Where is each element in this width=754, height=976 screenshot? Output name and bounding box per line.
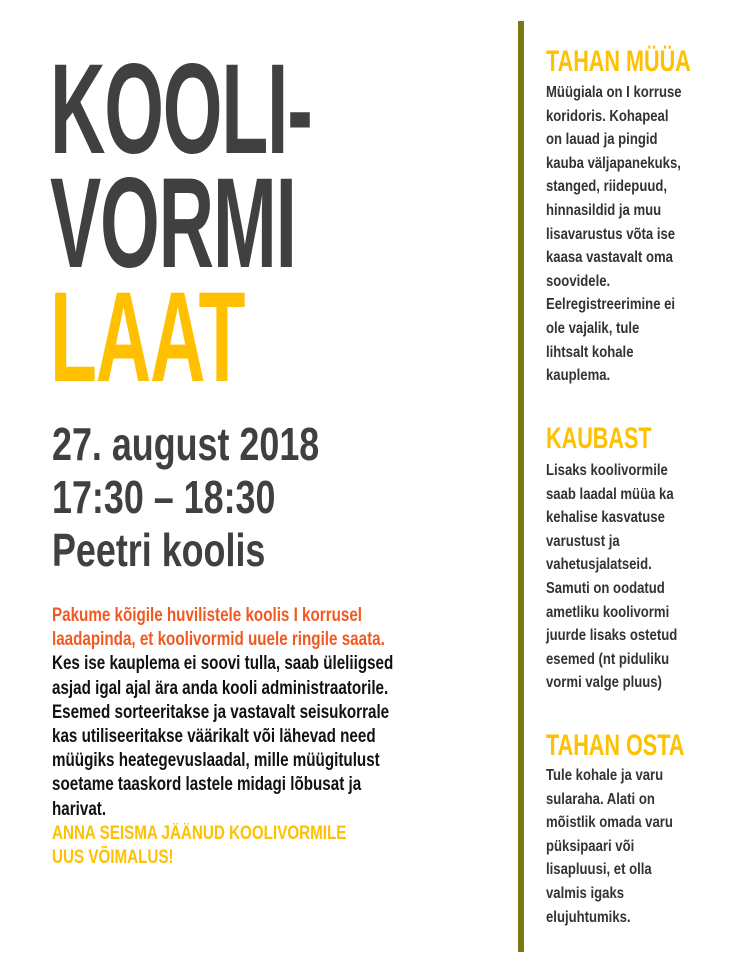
sidebar-line: kauplema. [546, 367, 611, 385]
sidebar-line: lisapluusi, et olla [546, 861, 652, 879]
sidebar-line: valmis igaks [546, 884, 625, 902]
intro-line: laadapinda, et koolivormid uuele ringile saata. [52, 629, 385, 651]
body-line: harivat. [52, 798, 107, 820]
sidebar-line: Eelregistreerimine ei [546, 296, 676, 314]
sidebar-text-sell [546, 81, 746, 388]
sidebar-line: püksipaari või [546, 837, 635, 855]
sidebar-line: kaasa vastavalt oma [546, 249, 673, 267]
sidebar-heading-goods: KAUBAST [546, 422, 652, 455]
sidebar-line: Lisaks koolivormile [546, 462, 668, 479]
title-line-3: LAAT [50, 266, 245, 409]
sidebar-heading-buy: TAHAN OSTA [546, 729, 685, 762]
closing-line: ANNA SEISMA JÄÄNUD KOOLIVORMILE [52, 822, 347, 844]
sidebar-heading-sell: TAHAN MÜÜA [546, 45, 691, 78]
body-text [52, 604, 592, 870]
sidebar-line: lisavarustus võta ise [546, 225, 676, 243]
intro-line: Pakume kõigile huvilistele koolis I korrusel [52, 605, 363, 626]
sidebar-line: ametliku koolivormi [546, 603, 670, 621]
title-line-1: KOOLI- [50, 38, 312, 181]
body-line: Esemed sorteeritakse ja vastavalt seisukorrale [52, 701, 390, 723]
sidebar-line: ole vajalik, tule [546, 319, 640, 337]
sidebar-line: juurde lisaks ostetud [546, 627, 678, 645]
sidebar-line: hinnasildid ja muu [546, 201, 662, 219]
sidebar-text-goods [546, 459, 746, 695]
sidebar-line: lihtsalt kohale [546, 343, 634, 361]
sidebar-line: varustust ja [546, 532, 620, 550]
closing-line: UUS VÕIMALUS! [52, 846, 174, 868]
sidebar-line: sularaha. Alati on [546, 790, 655, 808]
body-line: müügiks heategevuslaadal, mille müügitulust [52, 750, 380, 772]
body-line: kas utiliseeritakse väärikalt või lähevad need [52, 725, 376, 747]
title-line-2: VORMI [50, 152, 296, 295]
body-line: soetame taaskord lastele midagi lõbusat ja [52, 774, 362, 796]
sidebar-line: vahetusjalatseid. [546, 556, 652, 574]
sidebar-line: vormi valge pluus) [546, 674, 662, 692]
sidebar-line: stanged, riidepuud, [546, 178, 668, 196]
sidebar-line: kehalise kasvatuse [546, 509, 665, 527]
sidebar-line: Tule kohale ja varu [546, 767, 664, 784]
event-time: 17:30 – 18:30 [52, 471, 276, 523]
event-date: 27. august 2018 [52, 418, 320, 470]
sidebar-line: kauba väljapanekuks, [546, 154, 681, 172]
sidebar-line: soovidele. [546, 272, 611, 290]
body-line: asjad igal ajal ära anda kooli administraatorile. [52, 677, 389, 699]
sidebar-line: Samuti on oodatud [546, 579, 665, 597]
sidebar-line: elujuhtumiks. [546, 908, 631, 926]
column-divider [518, 21, 524, 952]
sidebar-line: mõistlik omada varu [546, 814, 673, 832]
body-line: Kes ise kauplema ei soovi tulla, saab üleliigsed [52, 653, 394, 675]
event-place: Peetri koolis [52, 524, 266, 576]
sidebar-text-buy [546, 764, 746, 929]
sidebar-line: esemed (nt piduliku [546, 650, 670, 668]
sidebar-line: koridoris. Kohapeal [546, 107, 669, 125]
sidebar-line: on lauad ja pingid [546, 131, 658, 149]
sidebar-line: Müügiala on I korruse [546, 84, 682, 101]
sidebar-line: saab laadal müüa ka [546, 485, 674, 503]
